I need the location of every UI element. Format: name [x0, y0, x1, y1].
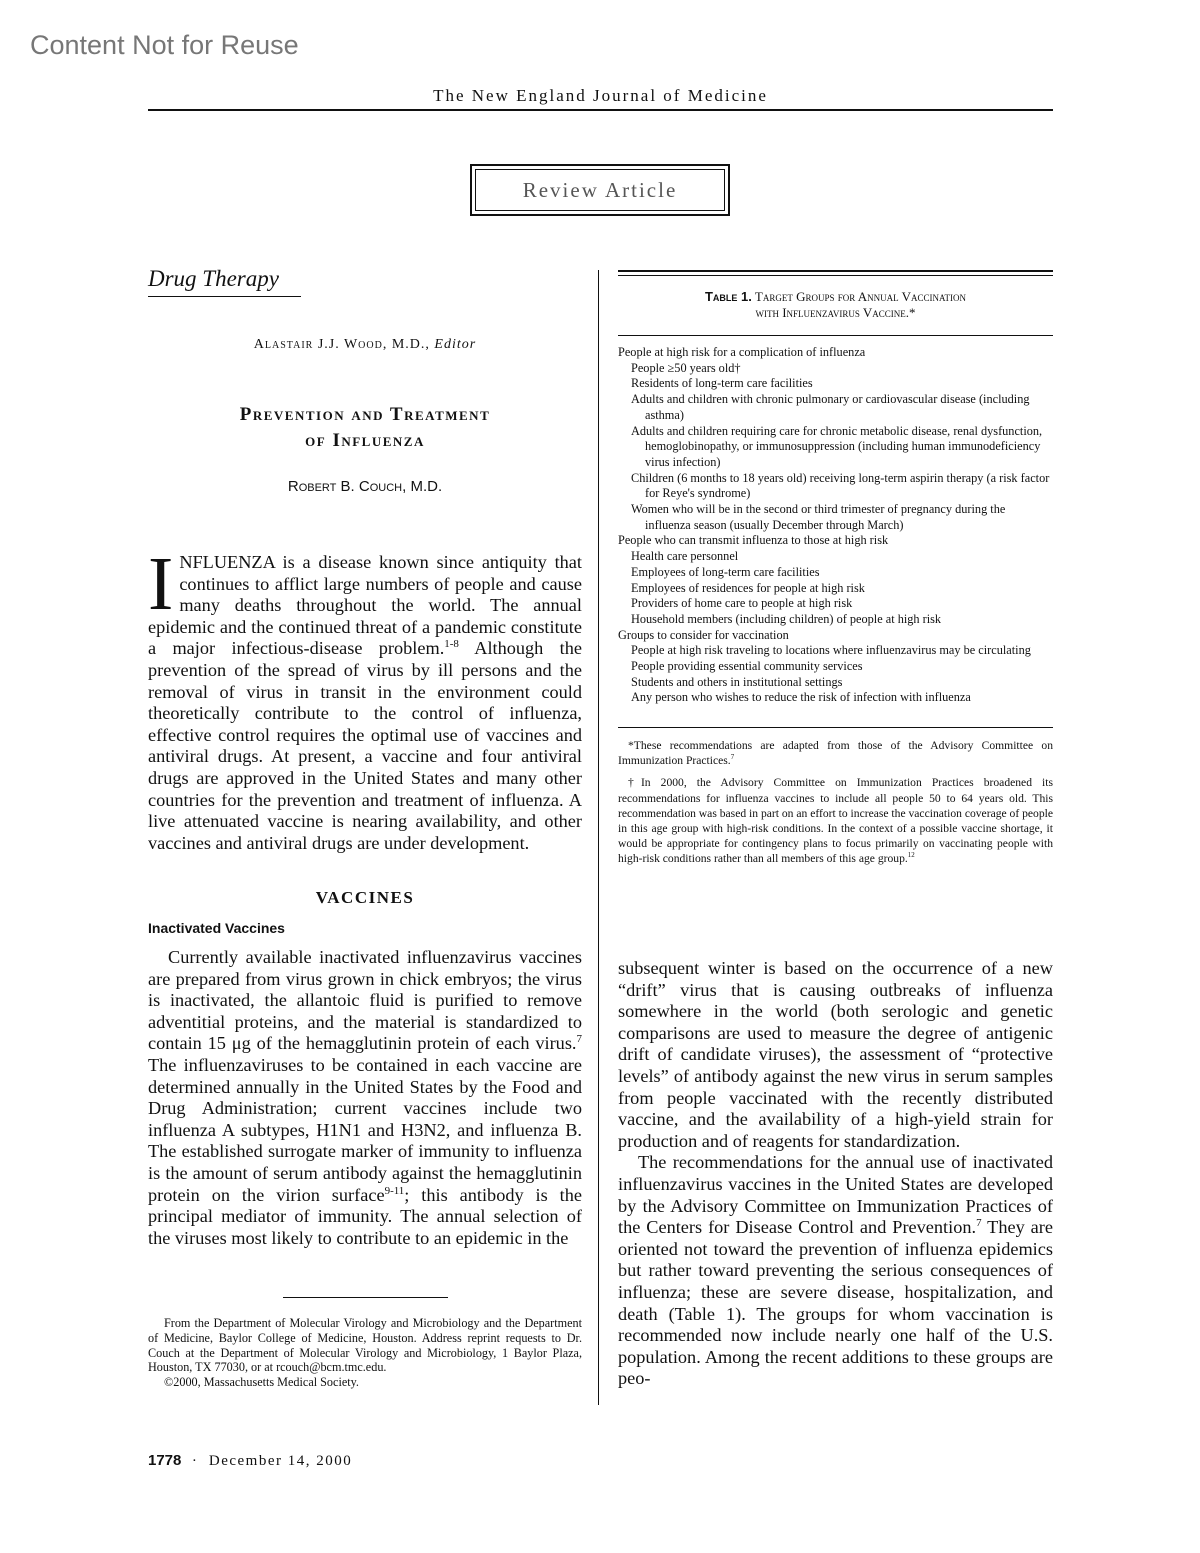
table-title-line: Target Groups for Annual Vaccination — [754, 289, 967, 304]
body-paragraph: subsequent winter is based on the occurrence of a new “drift” virus that is causing outbreaks of influenza somewhere in the world (both serologic and genetic comparisons are used to measure the degree of antigenic drift of candidate viruses), the assessment of “protective levels” of antibody against the new virus in serum samples from people vaccinated with the recently distributed vaccine, and the availability of a high-yield strain for production and of reagents for standardization. — [618, 958, 1053, 1151]
text: The influenzaviruses to be contained in each vaccine are determined annually in the United States by the Food and Drug Administration; current vaccines include two influenza A subtypes, H1N1 and H3N2, and influenza B. The established surrogate marker of immunity to influenza is the amount of serum antibody against the hemagglutinin protein on the virion surface — [148, 1054, 582, 1205]
reference: 7 — [976, 1217, 982, 1230]
table-row: Household members (including children) of people at high risk — [631, 611, 942, 626]
page-number: 1778 — [148, 1452, 182, 1469]
table-row: Employees of residences for people at high risk — [631, 580, 865, 595]
table-row: Adults and children requiring care for chronic metabolic disease, renal dysfunction, hemoglobinopathy, or immunosuppression (including human immunodeficiency virus infection) — [631, 423, 1043, 469]
table-row: Providers of home care to people at high risk — [631, 596, 853, 611]
body-paragraph — [148, 947, 582, 1249]
table-note — [618, 775, 1053, 866]
editor-name: Alastair J.J. Wood, M.D., — [253, 337, 430, 352]
title-line: Prevention and Treatment — [239, 404, 491, 425]
table-body — [618, 345, 1053, 706]
affiliation: From the Department of Molecular Virology and Microbiology and the Department of Medicine, Baylor College of Medicine, Houston. Address reprint requests to Dr. Couch at the Department of Molecular Virology and Microbiology, 1 Baylor Plaza, Houston, TX 77030, or at rcouch@bcm.tmc.edu. — [148, 1316, 582, 1375]
table-note — [618, 738, 1053, 768]
article-type: Review Article — [475, 169, 725, 211]
section-heading: VACCINES — [315, 888, 415, 907]
table-title — [618, 289, 1053, 321]
watermark: Content Not for Reuse — [30, 30, 299, 60]
separator: · — [191, 1453, 199, 1469]
table-row: Adults and children with chronic pulmonary or cardiovascular disease (including asthma) — [631, 392, 1030, 422]
page-footer — [148, 1452, 352, 1470]
table-title-line: with Influenzavirus Vaccine.* — [755, 305, 916, 320]
table-row: People who can transmit influenza to those at high risk — [618, 533, 889, 548]
article-type-box — [470, 164, 730, 216]
affiliation-footnote — [148, 1316, 582, 1390]
text: ; this antibody is the principal mediator of immunity. The annual selection of the viruses most likely to contribute to an epidemic in the — [148, 1184, 583, 1248]
reference: 7 — [576, 1033, 582, 1046]
reference: 9-11 — [384, 1184, 405, 1197]
table-notes — [618, 738, 1053, 874]
intro-paragraph — [148, 542, 582, 854]
text: NFLUENZA is a disease known since antiquity that continues to afflict large numbers of people and cause many deaths throughout the world. The annual epidemic and the continued threat of a pandemic constitute a major infectious-disease problem. — [148, 552, 582, 659]
editor-role: Editor — [434, 337, 477, 352]
text: †In 2000, the Advisory Committee on Immunization Practices broadened its recommendations for influenza vaccines to include all people 50 to 64 years old. This recommendation was based in part on an effort to increase the vaccination coverage of people in this age group with high-risk conditions. In the context of a possible vaccine shortage, it would be appropriate for contingency plans to focus primarily on vaccinating people with high-risk conditions rather than all members of this age group. — [618, 776, 1054, 866]
table-row: People at high risk for a complication of influenza — [618, 345, 866, 359]
reference: 7 — [730, 753, 735, 762]
table-row: People at high risk traveling to locations where influenzavirus may be circulating — [631, 643, 1031, 658]
reference: 12 — [907, 851, 915, 860]
table-rule — [618, 335, 1053, 336]
table-row: People ≥50 years old† — [631, 360, 741, 375]
table-row: Health care personnel — [631, 549, 739, 564]
drop-cap: I — [148, 542, 174, 626]
reference: 1-8 — [444, 638, 459, 651]
table-row: Women who will be in the second or third trimester of pregnancy during the influenza season (usually December through March) — [631, 502, 1006, 532]
table-row: People providing essential community services — [631, 659, 863, 674]
table-top-rule — [618, 270, 1053, 276]
right-column-text — [618, 958, 1053, 1390]
table-row: Employees of long-term care facilities — [631, 564, 820, 579]
header-rule — [148, 109, 1053, 111]
table-row: Groups to consider for vaccination — [618, 627, 789, 642]
author: Robert B. Couch, M.D. — [287, 478, 443, 495]
title-line: of Influenza — [305, 430, 425, 451]
column-rule — [598, 270, 599, 1405]
journal-header: The New England Journal of Medicine — [433, 86, 768, 105]
table-row: Any person who wishes to reduce the risk of infection with influenza — [631, 690, 971, 705]
editor-line — [148, 337, 582, 353]
text: They are oriented not toward the prevention of influenza epidemics but rather toward preventing the serious consequences of influenza; these are severe disease, hospitalization, and death (Table 1). The groups for whom vaccination is recommended now include nearly one half of the U.S. population. Among the recent additions to these groups are peo- — [618, 1217, 1053, 1389]
issue-date: December 14, 2000 — [208, 1453, 353, 1469]
table-label: Table 1. — [704, 289, 752, 304]
text: *These recommendations are adapted from those of the Advisory Committee on Immunization Practices. — [618, 739, 1053, 768]
section-title: Drug Therapy — [148, 266, 301, 297]
body-paragraph — [618, 1152, 1053, 1390]
text: The recommendations for the annual use of inactivated influenzavirus vaccines in the United States are developed by the Advisory Committee on Immunization Practices of the Centers for Disease Control and Prevention. — [618, 1152, 1053, 1238]
subheading: Inactivated Vaccines — [148, 920, 285, 936]
table-row: Students and others in institutional settings — [631, 674, 843, 689]
copyright: ©2000, Massachusetts Medical Society. — [164, 1375, 359, 1390]
footnote-rule — [283, 1297, 448, 1298]
text: Currently available inactivated influenzavirus vaccines are prepared from virus grown in chick embryos; the virus is inactivated, the allantoic fluid is purified to remove adventitial proteins, and the material is standardized to contain 15 μg of the hemagglutinin protein of each virus. — [148, 947, 582, 1054]
text: Although the prevention of the spread of virus by ill persons and the removal of virus in transit in the environment could theoretically contribute to the control of influenza, effective control requires the optimal use of vaccines and antiviral drugs. At present, a vaccine and four antiviral drugs are approved in the United States and many other countries for the prevention and treatment of influenza. A live attenuated vaccine is nearing availability, and other vaccines and antiviral drugs are under development. — [148, 638, 582, 853]
table-row: Residents of long-term care facilities — [631, 376, 813, 391]
article-title — [148, 402, 582, 454]
table-row: Children (6 months to 18 years old) receiving long-term aspirin therapy (a risk factor for Reye's syndrome) — [631, 470, 1050, 501]
table-rule — [618, 727, 1053, 728]
